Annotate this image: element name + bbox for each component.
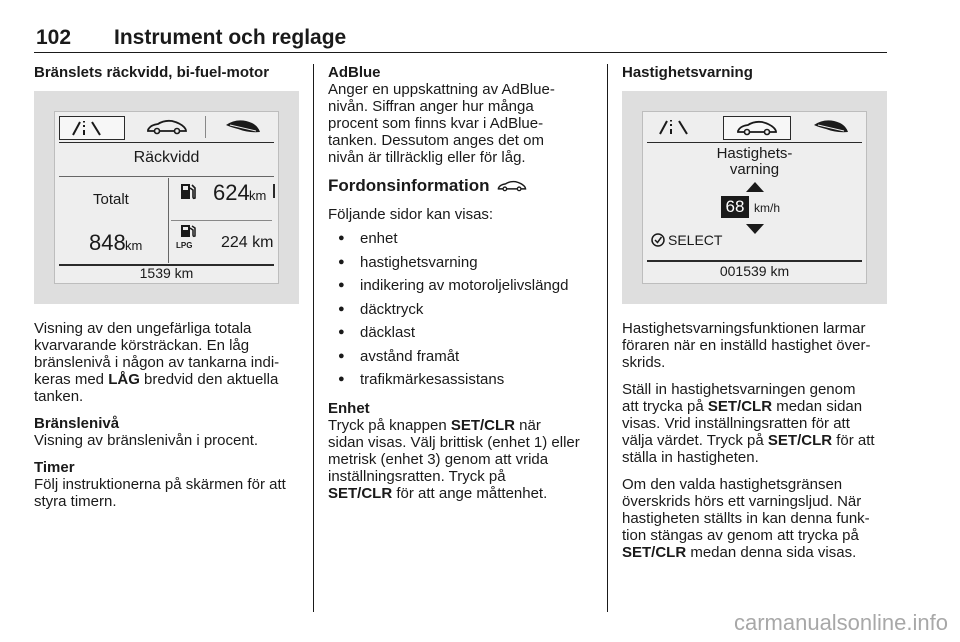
paragraph: Visning av den ungefärliga totala kvarvarande körsträckan. En låg bränslenivå i någon av tankarna indi- keras med LÅG bredvid den aktuella tanken. [34, 320, 280, 405]
speed-warning-figure [622, 91, 887, 304]
total-label: Totalt [93, 191, 129, 208]
trip-computer-icon [70, 120, 114, 136]
display-title: Hastighets- varning [716, 145, 793, 178]
subheading-timer: Timer [34, 459, 75, 476]
section-heading-fuel-range: Bränslets räckvidd, bi-fuel-motor [34, 64, 270, 81]
paragraph: Anger en uppskattning av AdBlue- nivån. Siffran anger hur många procent som finns kvar i AdBlue- tanken. Dessutom anges det om nivån är tillräcklig eller för låg. [328, 81, 555, 166]
trip-computer-icon [657, 119, 701, 135]
list-item: ● indikering av motoroljelivslängd [328, 277, 593, 294]
tab-trip-computer [647, 116, 711, 138]
page-header [34, 24, 887, 53]
lpg-pump-icon [179, 224, 197, 242]
vehicle-info-car-icon [497, 179, 527, 193]
column-2 [328, 64, 593, 502]
display-tabs [55, 112, 278, 142]
display-tabs [643, 112, 866, 142]
arrow-down-icon [746, 224, 764, 234]
tab-divider [205, 116, 206, 138]
paragraph: Visning av bränslenivån i procent. [34, 432, 259, 449]
section-heading-speed-warning: Hastighetsvarning [622, 64, 753, 81]
select-label: SELECT [668, 232, 723, 248]
display-screen [642, 111, 867, 284]
divider-line [647, 260, 862, 262]
paragraph: Tryck på knappen SET/CLR när sidan visas. Välj brittisk (enhet 1) eller metrisk (enhet 3) genom att vrida inställningsratten. Tryck på SET/CLR för att ange måttenhet. [328, 417, 580, 502]
vehicle-info-car-icon [736, 120, 778, 136]
tab-eco [211, 116, 275, 138]
vertical-divider [168, 178, 169, 263]
watermark: carmanualsonline.info [733, 610, 948, 635]
paragraph: Hastighetsvarningsfunktionen larmar föraren när en inställd hastighet över- skrids. [622, 320, 871, 371]
column-divider [313, 64, 314, 612]
list-item: ● avstånd framåt [328, 348, 593, 365]
display-title: Räckvidd [133, 149, 200, 166]
tab-vehicle-info [135, 116, 199, 138]
speed-value: 68 [721, 196, 749, 218]
paragraph: Följ instruktionerna på skärmen för att styra timern. [34, 476, 286, 510]
list-item: ● hastighetsvarning [328, 254, 593, 271]
divider-line [59, 142, 274, 143]
eco-leaf-icon [812, 119, 850, 135]
column-1 [34, 64, 299, 510]
fuel-pump-icon [179, 181, 197, 201]
list-item: ● enhet [328, 230, 593, 247]
lpg-label: LPG [176, 241, 193, 250]
list-item: ● däcktryck [328, 301, 593, 318]
page-list [328, 230, 593, 388]
fuel-range-figure [34, 91, 299, 304]
section-heading-vehicle-info: Fordonsinformation [328, 176, 593, 196]
list-item: ● trafikmärkesassistans [328, 371, 593, 388]
checkmark-circle-icon [651, 233, 665, 247]
page-title: Instrument och reglage [114, 26, 347, 49]
divider-line [171, 220, 272, 221]
subheading-fuel-level: Bränslenivå [34, 415, 120, 432]
total-range-value: 848 [89, 230, 126, 255]
divider-line [59, 176, 274, 177]
paragraph: Ställ in hastighetsvarningen genom att trycka på SET/CLR medan sidan visas. Vrid inställningsratten för att välja värdet. Tryck på SET/CLR för att ställa in hastigheten. [622, 381, 875, 466]
divider-line [647, 142, 862, 143]
vehicle-info-car-icon [146, 119, 188, 135]
fuel-range-unit: km [249, 188, 267, 203]
odometer: 1539 km [139, 265, 194, 281]
subheading-adblue: AdBlue [328, 64, 381, 81]
odometer: 001539 km [719, 263, 790, 279]
list-item: ● däcklast [328, 324, 593, 341]
page-number: 102 [36, 26, 72, 49]
tab-trip-computer [59, 116, 125, 140]
display-screen [54, 111, 279, 284]
arrow-up-icon [746, 182, 764, 192]
lpg-range-value: 224 km [221, 234, 274, 251]
paragraph: Följande sidor kan visas: [328, 206, 494, 223]
total-range-unit: km [125, 238, 143, 253]
column-divider [607, 64, 608, 612]
eco-leaf-icon [224, 119, 262, 135]
fuel-range-value: 624 [213, 180, 250, 205]
paragraph: Om den valda hastighetsgränsen överskrids hörs ett varningsljud. När hastigheten ställts in kan denna funk- tion stängas av genom att trycka på SET/CLR medan denna sida visas. [622, 476, 870, 561]
column-3 [622, 64, 887, 561]
tab-eco [799, 116, 863, 138]
tab-vehicle-info [723, 116, 791, 140]
subheading-unit: Enhet [328, 400, 370, 417]
scroll-indicator [273, 184, 275, 198]
speed-unit: km/h [754, 201, 781, 215]
